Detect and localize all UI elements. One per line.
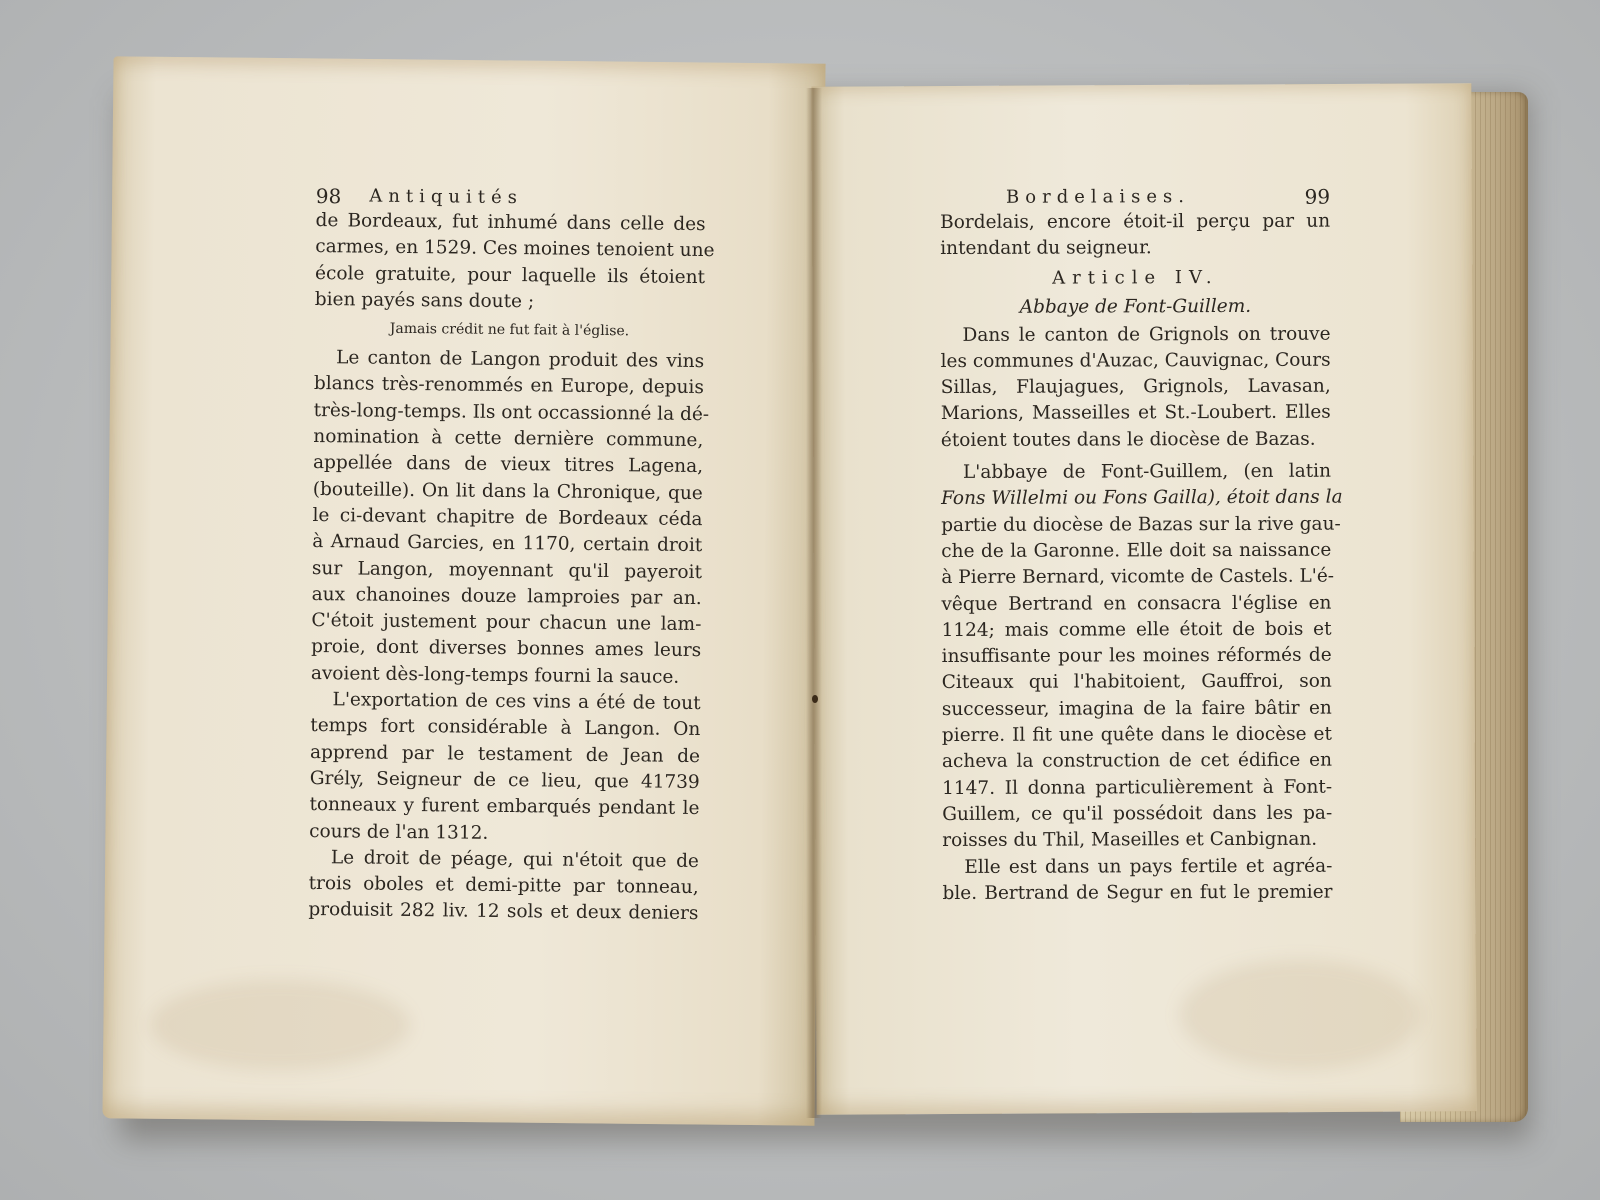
paragraph (310, 345, 710, 691)
text-line: à Pierre Bernard, vicomte de Castels. L'é- (941, 565, 1335, 589)
paragraph (942, 853, 1332, 907)
right-top-lines (940, 209, 1330, 263)
text-line: école gratuite, pour laquelle ils étoient (314, 262, 706, 288)
text-line: (bouteille). On lit dans la Chronique, que (312, 478, 703, 504)
paragraph (940, 321, 1330, 454)
text-line: blancs très-renommés en Europe, depuis (313, 373, 704, 399)
text-line: 1124; mais comme elle étoit de bois et (941, 618, 1332, 641)
text-line: très-long-temps. Ils ont occassionné la dé- (313, 399, 710, 425)
text-line: appellée dans de vieux titres Lagena, (312, 452, 704, 478)
text-line: L'exportation de ces vins a été de tout (332, 689, 701, 715)
paper-stain (150, 980, 410, 1070)
text-line: vêque Bertrand en consacra l'église en (941, 592, 1332, 615)
text-line: Bordelais, encore étoit-il perçu par un (940, 210, 1331, 233)
right-page-number: 99 (1304, 184, 1331, 209)
text-line: proie, dont diverses bonnes ames leurs (311, 636, 702, 662)
text-line: Le canton de Langon produit des vins (336, 347, 705, 373)
text-line: trois oboles et demi-pitte par tonneau, (308, 873, 699, 899)
paragraph (308, 845, 699, 928)
text-line: produisit 282 liv. 12 sols et deux deniers (308, 899, 699, 925)
text-line: L'abbaye de Font-Guillem, (en latin (962, 460, 1332, 483)
text-line: sur Langon, moyennant qu'il payeroit (311, 557, 703, 583)
text-line: nomination à cette dernière commune, (313, 426, 704, 452)
left-page-number: 98 (315, 184, 342, 209)
text-line: temps fort considérable à Langon. On (310, 715, 701, 741)
text-line: C'étoit justement pour chacun une lam- (311, 610, 702, 636)
text-line: acheva la construction de cet édifice en (941, 749, 1333, 773)
text-line: Le droit de péage, qui n'étoit que de (330, 847, 700, 872)
text-line: intendant du seigneur. (940, 237, 1152, 260)
verse-quote: Jamais crédit ne fut fait à l'église. (389, 320, 630, 340)
text-line: cours de l'an 1312. (309, 820, 489, 844)
text-line: pierre. Il fit une quête dans le diocèse et (941, 723, 1332, 747)
text-line: che de la Garonne. Elle doit sa naissance (941, 539, 1332, 562)
text-line: les communes d'Auzac, Cauvignac, Cours (940, 349, 1331, 372)
text-line: roisses du Thil, Maseilles et Canbignan. (942, 828, 1318, 852)
text-line: partie du diocèse de Bazas sur la rive gau- (941, 513, 1341, 536)
article-subtitle: Abbaye de Font-Guillem. (1019, 295, 1252, 318)
text-line: avoient dès-long-temps fourni la sauce. (310, 662, 680, 688)
text-line: étoient toutes dans le diocèse de Bazas. (940, 428, 1316, 451)
text-line: bien payés sans doute ; (314, 288, 535, 313)
text-line: apprend par le testament de Jean de (309, 741, 701, 767)
binding-thread (812, 695, 818, 703)
paragraph (309, 687, 701, 849)
text-line: Grély, Seigneur de ce lieu, que 41739 (309, 767, 700, 793)
right-running-title: Bordelaises. (1006, 186, 1191, 208)
left-running-title: Antiquités (369, 185, 524, 209)
text-line: Sillas, Flaujagues, Grignols, Lavasan, (940, 375, 1331, 399)
text-line: à Arnaud Garcies, en 1170, certain droit (312, 531, 703, 557)
article-heading: Article IV. (1052, 266, 1219, 289)
paper-stain (1180, 960, 1420, 1070)
text-line: Elle est dans un pays fertile et agréa- (964, 855, 1333, 878)
text-line: aux chanoines douze lamproies par an. (311, 583, 702, 609)
text-line: Guillem, ce qu'il possédoit dans les pa- (942, 802, 1333, 825)
text-line: successeur, imagina de la faire bâtir en (941, 697, 1332, 720)
text-line: ble. Bertrand de Segur en fut le premier (942, 881, 1333, 904)
text-line: 1147. Il donna particulièrement à Font- (942, 776, 1333, 799)
right-running-head (940, 185, 1330, 210)
text-line: tonneaux y furent embarqués pendant le (309, 794, 700, 820)
right-page-text (940, 184, 1343, 907)
paragraph (941, 459, 1343, 855)
text-line: Fons Willelmi ou Fons Gailla), étoit dans la (941, 486, 1343, 510)
book-gutter (806, 88, 822, 1118)
left-top-lines (314, 208, 715, 317)
left-page-text (308, 184, 715, 928)
text-line: Citeaux qui l'habitoient, Gauffroi, son (941, 671, 1332, 694)
text-line: insuffisante pour les moines réformés de (941, 644, 1332, 668)
text-line: le ci-devant chapitre de Bordeaux céda (312, 504, 703, 531)
text-line: Dans le canton de Grignols on trouve (962, 323, 1331, 346)
text-line: Marions, Masseilles et St.-Loubert. Elles (940, 402, 1331, 425)
text-line: de Bordeaux, fut inhumé dans celle des (315, 209, 706, 236)
text-line: carmes, en 1529. Ces moines tenoient une (315, 236, 715, 262)
